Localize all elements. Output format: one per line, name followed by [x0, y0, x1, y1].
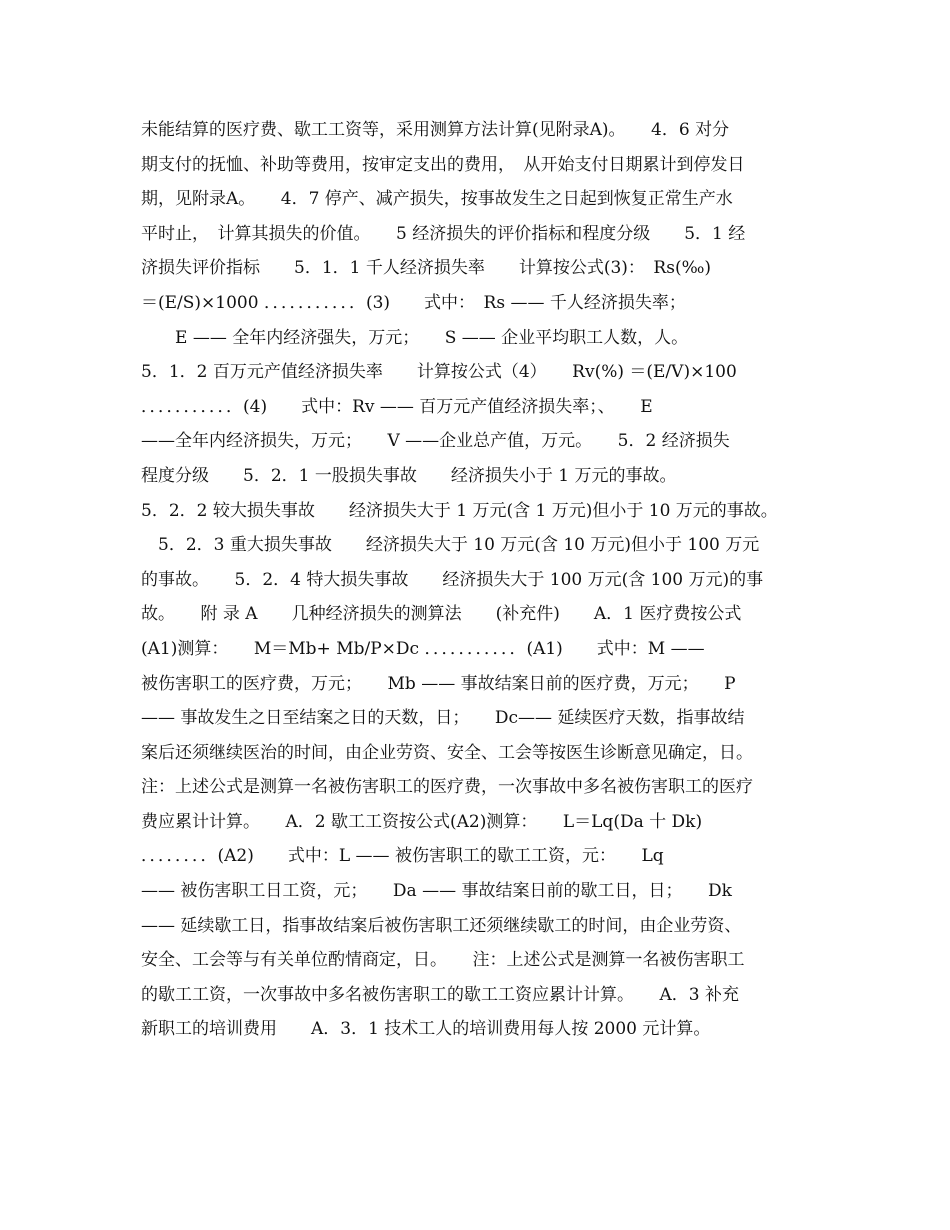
text-line: (A1)测算： M＝Mb+ Mb/P×Dc ．．．．．．．．．．．(A1) 式中：M —— [141, 638, 705, 659]
text-line: 被伤害职工的医疗费，万元； Mb —— 事故结案日前的医疗费，万元； P [141, 673, 736, 694]
text-line: 期，见附录A。 4．7 停产、减产损失，按事故发生之日起到恢复正常生产水 [141, 189, 733, 210]
text-line: 的歇工工资，一次事故中多名被伤害职工的歇工工资应累计计算。 A．3 补充 [141, 984, 739, 1005]
text-line: —— 被伤害职工日工资，元； Da —— 事故结案日前的歇工日，日； Dk [141, 881, 732, 902]
text-line: 平时止， 计算其损失的价值。 5 经济损失的评价指标和程度分级 5．1 经 [141, 223, 746, 244]
text-line: 5．2．2 较大损失事故 经济损失大于 1 万元(含 1 万元)但小于 10 万元的事故。 [141, 500, 778, 521]
text-line: 期支付的抚恤、补助等费用，按审定支出的费用， 从开始支付日期累计到停发日 [141, 154, 745, 175]
text-line: 的事故。 5．2．4 特大损失事故 经济损失大于 100 万元(含 100 万元)的事 [141, 569, 764, 590]
text-line: 程度分级 5．2．1 一股损失事故 经济损失小于 1 万元的事故。 [141, 465, 677, 486]
text-line: 新职工的培训费用 A．3．1 技术工人的培训费用每人按 2000 元计算。 [141, 1019, 711, 1040]
text-line: —— 事故发生之日至结案之日的天数，日； Dc—— 延续医疗天数，指事故结 [141, 708, 745, 729]
text-line: 未能结算的医疗费、歇工工资等，采用测算方法计算(见附录A)。 4．6 对分 [141, 120, 730, 140]
text-line: ．．．．．．．．(A2) 式中：L —— 被伤害职工的歇工工资，元： Lq [141, 846, 664, 867]
text-line: 案后还须继续医治的时间，由企业劳资、安全、工会等按医生诊断意见确定，日。 [141, 742, 753, 763]
text-line: 济损失评价指标 5．1．1 千人经济损失率 计算按公式(3)： Rs(‰) [141, 258, 712, 279]
text-line: ——全年内经济损失，万元； V ——企业总产值，万元。 5．2 经济损失 [141, 431, 730, 452]
text-line: 故。 附 录 A 几种经济损失的测算法 (补充件) A．1 医疗费按公式 [141, 604, 742, 625]
text-line: ．．．．．．．．．．．(4) 式中：Rv —— 百万元产值经济损失率；、 E [141, 396, 653, 417]
text-line: ＝(E/S)×1000 ．．．．．．．．．．．(3) 式中： Rs —— 千人经济损失率； [141, 292, 686, 313]
text-line: —— 延续歇工日，指事故结案后被伤害职工还须继续歇工的时间，由企业劳资、 [141, 915, 742, 936]
text-line: 注：上述公式是测算一名被伤害职工的医疗费，一次事故中多名被伤害职工的医疗 [141, 777, 753, 798]
text-line: 5．1．2 百万元产值经济损失率 计算按公式（4） Rv(%) ＝(E/V)×100 [141, 362, 737, 383]
text-line: E —— 全年内经济强失，万元； S —— 企业平均职工人数，人。 [141, 327, 689, 348]
text-line: 安全、工会等与有关单位酌情商定，日。 注：上述公式是测算一名被伤害职工 [141, 950, 745, 971]
text-line: 费应累计计算。 A．2 歇工工资按公式(A2)测算： L＝Lq(Da 十 Dk) [141, 811, 703, 832]
text-line: 5．2．3 重大损失事故 经济损失大于 10 万元(含 10 万元)但小于 100 万元 [141, 535, 760, 556]
document-body [141, 113, 817, 1047]
